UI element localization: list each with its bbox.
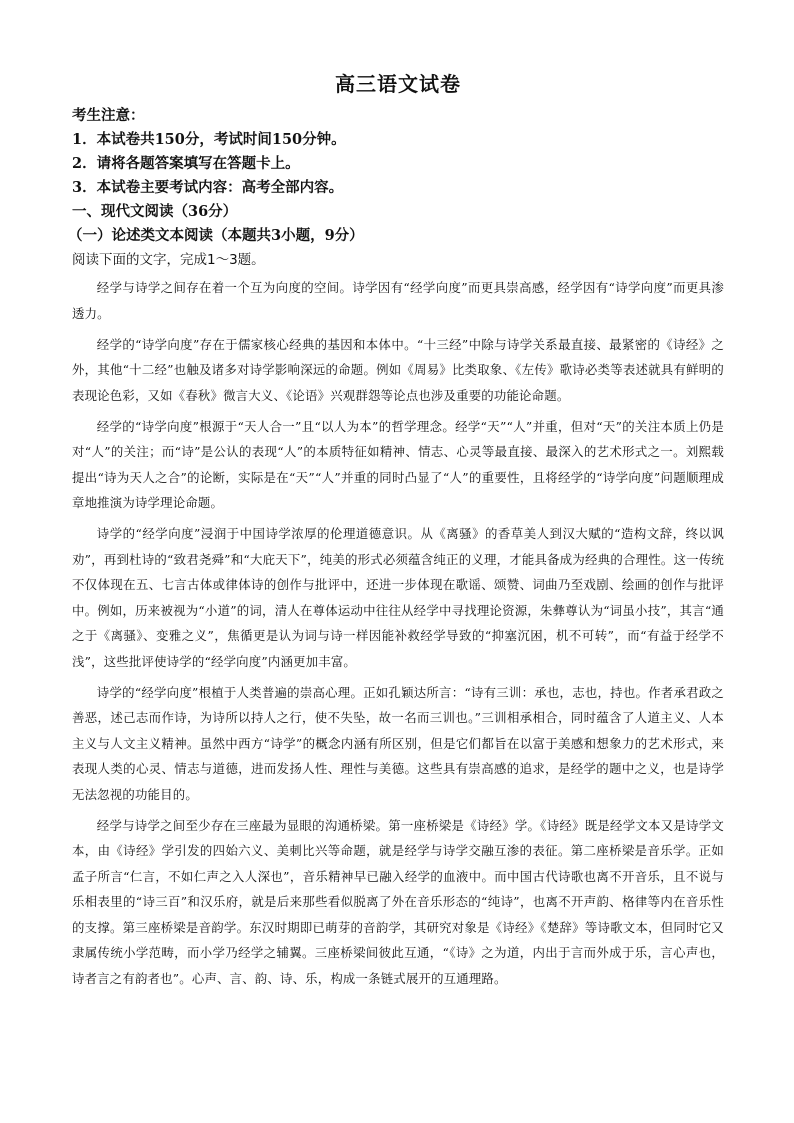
notice-heading: 考生注意： <box>72 107 145 124</box>
article-body <box>72 275 724 991</box>
paragraph-4: 诗学的“经学向度”浸润于中国诗学浓厚的伦理道德意识。从《离骚》的香草美人到汉大赋的“造构文辞，终以讽劝”，再到杜诗的“致君尧舜”和“大庇天下”，纯美的形式必须蕴含纯正的义理，才能具备成为经典的合理性。这一传统不仅体现在五、七言古体或律体诗的创作与批评中，还进一步体现在歌谣、颂赞、词曲乃至戏剧、绘画的创作与批评中。例如，历来被视为“小道”的词，清人在尊体运动中往往从经学中寻找理论资源，朱彝尊认为“词虽小技”，其言“通之于《离骚》、变雅之义”，焦循更是认为词与诗一样因能补救经学导致的“抑塞沉困，机不可转”，而“有益于经学不浅”，这些批评使诗学的“经学向度”内涵更加丰富。 <box>72 526 724 669</box>
paragraph-2: 经学的“诗学向度”存在于儒家核心经典的基因和本体中。“十三经”中除与诗学关系最直接、最紧密的《诗经》之外，其他“十二经”也触及诸多对诗学影响深远的命题。例如《周易》比类取象、《左传》歌诗必类等表述就具有鲜明的表现论色彩，又如《春秋》微言大义、《论语》兴观群怨等论点也涉及重要的功能论命题。 <box>72 336 724 403</box>
paragraph-1: 经学与诗学之间存在着一个互为向度的空间。诗学因有“经学向度”而更具崇高感，经学因有“诗学向度”而更具渗透力。 <box>72 280 724 321</box>
paragraph-6: 经学与诗学之间至少存在三座最为显眼的沟通桥梁。第一座桥梁是《诗经》学。《诗经》既是经学文本又是诗学文本，由《诗经》学引发的四始六义、美刺比兴等命题，就是经学与诗学交融互渗的表征。第二座桥梁是音乐学。正如孟子所言“仁言，不如仁声之入人深也”，音乐精神早已融入经学的血液中。而中国古代诗歌也离不开音乐，且不说与乐相表里的“诗三百”和汉乐府，就是后来那些看似脱离了外在音乐形态的“纯诗”，也离不开声韵、格律等内在音乐性的支撑。第三座桥梁是音韵学。东汉时期即已萌芽的音韵学，其研究对象是《诗经》《楚辞》等诗歌文本，但同时它又隶属传统小学范畴，而小学乃经学之辅翼。三座桥梁间彼此互通，“《诗》之为道，内出于言而外成于乐，言心声也，诗者言之有韵者也”。心声、言、韵、诗、乐，构成一条链式展开的互通理路。 <box>72 817 724 986</box>
notice-item-2: 2．请将各题答案填写在答题卡上。 <box>72 155 300 172</box>
section-heading: 一、现代文阅读（36分） <box>72 203 238 220</box>
notice-item-1: 1．本试卷共150分，考试时间150分钟。 <box>72 131 346 148</box>
notice-item-3: 3．本试卷主要考试内容：高考全部内容。 <box>72 179 344 196</box>
exam-page <box>68 70 724 997</box>
reading-instruction: 阅读下面的文字，完成1～3题。 <box>72 252 265 268</box>
page-title: 高三语文试卷 <box>335 72 461 96</box>
subsection-heading: （一）论述类文本阅读（本题共3小题，9分） <box>68 227 364 244</box>
paragraph-5: 诗学的“经学向度”根植于人类普遍的崇高心理。正如孔颖达所言：“诗有三训：承也，志也，持也。作者承君政之善恶，述己志而作诗，为诗所以持人之行，使不失坠，故一名而三训也。”三训相承相合，同时蕴含了人道主义、人本主义与人文主义精神。虽然中西方“诗学”的概念内涵有所区别，但是它们都旨在以富于美感和想象力的艺术形式，来表现人类的心灵、情志与道德，进而发扬人性、理性与美德。这些具有崇高感的追求，是经学的题中之义，也是诗学无法忽视的功能目的。 <box>72 684 724 802</box>
paragraph-3: 经学的“诗学向度”根源于“天人合一”且“以人为本”的哲学理念。经学“天”“人”并重，但对“天”的关注本质上仍是对“人”的关注；而“诗”是公认的表现“人”的本质特征如精神、情志、心灵等最直接、最深入的艺术形式之一。刘熙载提出“诗为天人之合”的论断，实际是在“天”“人”并重的同时凸显了“人”的重要性，且将经学的“诗学向度”问题顺理成章地推演为诗学理论命题。 <box>72 418 724 510</box>
